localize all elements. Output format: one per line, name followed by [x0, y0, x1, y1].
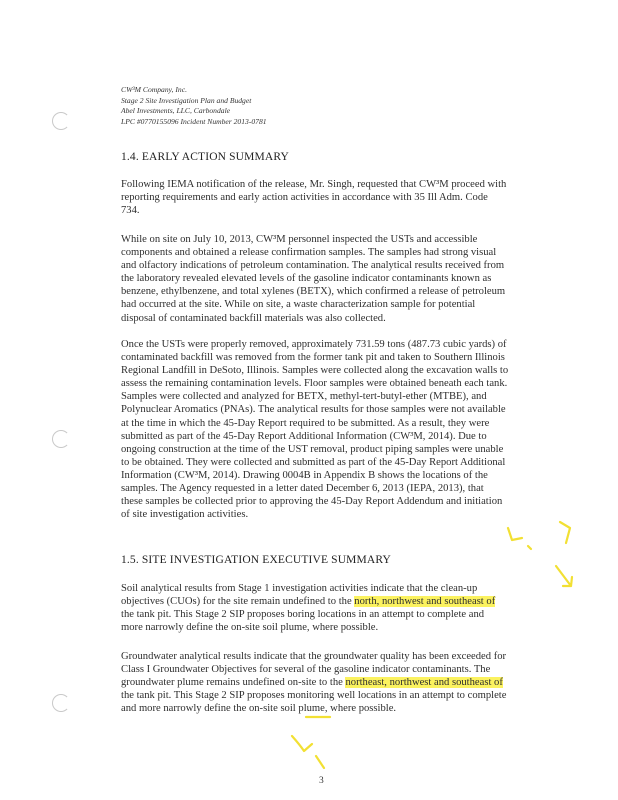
- header-plan-title: Stage 2 Site Investigation Plan and Budget: [121, 95, 252, 105]
- section-heading-early-action: 1.4. EARLY ACTION SUMMARY: [121, 151, 289, 163]
- text-line: of site investigation activities.: [121, 509, 249, 521]
- text-segment: objectives (CUOs) for the site remain undefined to the: [121, 596, 355, 608]
- text-line: Soil analytical results from Stage 1 investigation activities indicate that the clean-up: [121, 583, 478, 594]
- text-line: Following IEMA notification of the release, Mr. Singh, requested that CW³M proceed with: [121, 179, 507, 190]
- pen-mark-bottom-arrow: [292, 736, 324, 768]
- text-line: Regional Landfill in DeSoto, Illinois. Samples were collected along the excavation walls to: [121, 365, 509, 377]
- header-incident: LPC #0770155096 Incident Number 2013-0781: [121, 116, 267, 126]
- highlighted-text: north, northwest and southeast of: [354, 596, 496, 608]
- text-line: more narrowly define the on-site soil plume, where possible.: [121, 622, 379, 634]
- text-line: submitted as part of the 45-Day Report Additional Information (CW³M, 2014). Due to: [121, 430, 487, 442]
- section-heading-executive-summary: 1.5. SITE INVESTIGATION EXECUTIVE SUMMARY: [121, 554, 391, 566]
- pen-mark-arrow-2: [560, 522, 570, 543]
- pen-mark-dot: [528, 546, 531, 549]
- text-line: the tank pit. This Stage 2 SIP proposes boring locations in an attempt to complete and: [121, 609, 485, 621]
- text-line: the tank pit. This Stage 2 SIP proposes monitoring well locations in an attempt to complete: [121, 690, 507, 702]
- text-line: had occurred at the site. While on site, a waste characterization sample for potential: [121, 299, 476, 311]
- text-line: Groundwater analytical results indicate that the groundwater quality has been exceeded for: [121, 651, 507, 662]
- text-line: disposal of contaminated backfill materials was also collected.: [121, 312, 386, 324]
- text-line: Information (CW³M, 2014). Drawing 0004B in Appendix B shows the locations of the: [121, 469, 488, 481]
- highlighted-text: northeast, northwest and southeast of: [345, 677, 503, 689]
- text-line: these samples be collected prior to approving the 45-Day Report Addendum and initiation: [121, 496, 503, 508]
- text-line: the laboratory revealed elevated levels of the gasoline indicator contaminants known as: [121, 273, 492, 285]
- text-line: samples. The Agency requested in a letter dated December 6, 2013 (IEPA, 2013), that: [121, 483, 484, 495]
- text-line: benzene, ethylbenzene, and total xylenes (BETX), which confirmed a release of petroleum: [121, 286, 506, 298]
- text-line: and olfactory indications of petroleum contamination. The analytical results received from: [121, 260, 505, 272]
- text-line: While on site on July 10, 2013, CW³M personnel inspected the USTs and accessible: [121, 234, 478, 245]
- text-line: Once the USTs were properly removed, approximately 731.59 tons (487.73 cubic yards) of: [121, 339, 507, 350]
- text-line: Class I Groundwater Objectives for several of the gasoline indicator contaminants. The: [121, 664, 491, 676]
- text-line: assess the remaining contamination levels. Floor samples were obtained beneath each tank.: [121, 378, 508, 390]
- text-line: Samples were collected and analyzed for BETX, methyl-tert-butyl-ether (MTBE), and: [121, 391, 487, 403]
- text-line: and more narrowly define the on-site soil plume, where possible.: [121, 703, 397, 715]
- text-line: Polynuclear Aromatics (PNAs). The analytical results for those samples were not available: [121, 404, 506, 416]
- text-line: components and obtained a release confirmation samples. The samples had strong visual: [121, 247, 497, 259]
- pen-mark-arrow-1: [508, 528, 522, 540]
- header-company: CW³M Company, Inc.: [121, 85, 187, 94]
- header-client: Abel Investments, LLC, Carbondale: [121, 106, 231, 115]
- text-line: to be obtained. They were collected and submitted as part of the 45-Day Report Additional: [121, 456, 506, 468]
- text-line: contaminated backfill was removed from the former tank pit and taken to Southern Illinois: [121, 352, 505, 364]
- page-number: 3: [319, 776, 324, 786]
- text-line: ongoing construction at the time of the UST removal, product piping samples were unable: [121, 443, 504, 455]
- pen-mark-arrow-3: [556, 566, 572, 586]
- text-line: at the time in which the 45-Day Report required to be submitted. As a result, they were: [121, 417, 490, 429]
- text-line: 734.: [121, 205, 140, 217]
- text-line: reporting requirements and early action activities in accordance with 35 Ill Adm. Code: [121, 192, 488, 204]
- text-segment: groundwater plume remains undefined on-site to the: [121, 677, 346, 689]
